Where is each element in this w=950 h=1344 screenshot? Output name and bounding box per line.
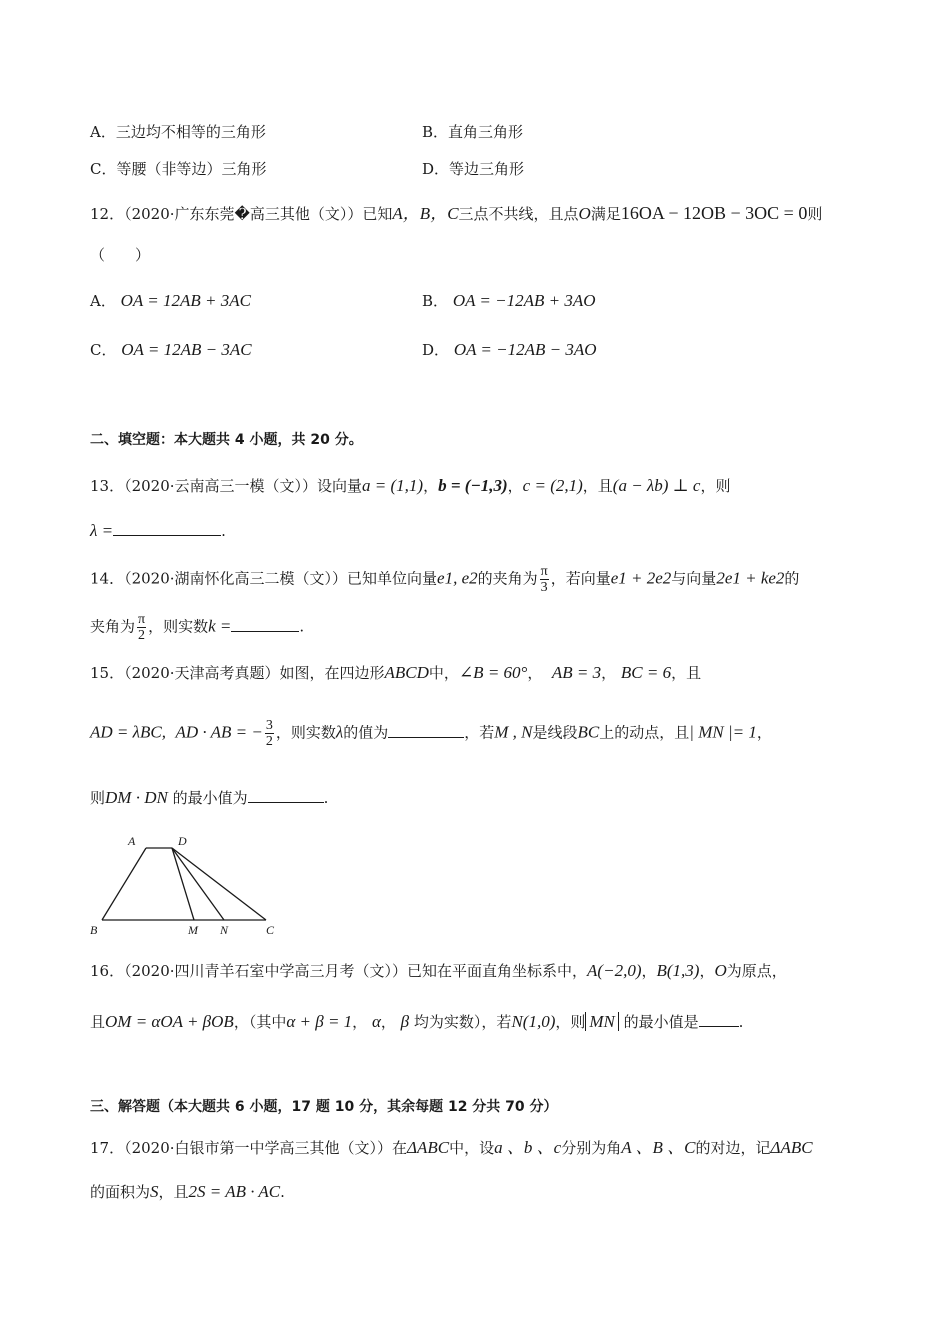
q17-sides: a 、b 、c: [494, 1138, 562, 1157]
q12-stem: 12．（2020·广东东莞�高三其他（文））已知A，B，C三点不共线，且点O满足16OA − 12OB − 3OC = 0则: [90, 203, 823, 223]
segment-dn: [172, 848, 224, 920]
q15-fraction: $\frac{3}{2}$: [265, 718, 273, 749]
q12-paren: （ ）: [90, 246, 151, 264]
q14-vector-1: e1 + 2e2: [610, 568, 672, 588]
q16-stem: 16．（2020·四川青羊石室中学高三月考（文））已知在平面直角坐标系中，A(−2,0)，B(1,3)，O为原点，: [90, 961, 787, 980]
segment-ab: [102, 848, 146, 920]
q15-answer-blank-2[interactable]: [248, 788, 324, 803]
q11-option-b: B．直角三角形: [422, 123, 524, 141]
q14-unit-vectors: e1, e2: [437, 568, 478, 588]
segment-dm: [172, 848, 194, 920]
q14-angle2-fraction: $\frac{\pi}{2}$: [138, 612, 146, 643]
q12-option-b: B． OA = −12AB + 3AO: [422, 291, 596, 310]
q15-bc: BC = 6: [620, 663, 672, 682]
q16-point-b: B(1,3): [656, 961, 700, 980]
section-heading-fill-in: 二、填空题：本大题共 4 小题，共 20 分。: [90, 432, 363, 448]
label-m: M: [188, 923, 198, 937]
q15-ad-vector: AD = λBC,: [90, 722, 166, 742]
q16-point-a: A(−2,0): [587, 961, 642, 980]
q16-line2: 且OM = αOA + βOB，（其中α + β = 1， α， β 均为实数），若N(1,0)，则 MN 的最小值是 .: [90, 1012, 744, 1031]
q14-vector-2: 2e1 + ke2: [716, 568, 785, 588]
q15-figure: [88, 832, 288, 942]
q13-answer-blank[interactable]: [113, 521, 221, 536]
q13-vector-c: c = (2,1): [522, 476, 583, 495]
q17-angles: A 、B 、C: [621, 1138, 696, 1157]
q15-mn-length: | MN |= 1: [689, 722, 757, 742]
q15-line2: AD = λBC, AD · AB = − $\frac{3}{2}$ ，则实数λ的值为 ，若M , N是线段BC上的动点，且| MN |= 1，: [90, 718, 772, 749]
q12-point-o: O: [578, 204, 591, 223]
q16-answer-blank[interactable]: [699, 1012, 739, 1027]
q15-ab: AB = 3: [551, 663, 602, 682]
q15-dm-dn: DM · DN: [105, 788, 168, 807]
section-heading-answer: 三、解答题（本大题共 6 小题，17 题 10 分，其余每题 12 分共 70 分）: [90, 1099, 558, 1115]
q15-answer-blank-1[interactable]: [388, 723, 464, 738]
label-b: B: [90, 923, 98, 937]
q12-condition: 16OA − 12OB − 3OC = 0: [620, 203, 808, 223]
q12-option-d: D． OA = −12AB − 3AO: [422, 340, 597, 359]
q17-stem: 17．（2020·白银市第一中学高三其他（文））在ΔABC中，设a 、b 、c分别为角A 、B 、C的对边，记ΔABC: [90, 1138, 813, 1157]
label-a: A: [128, 834, 136, 848]
label-d: D: [178, 834, 187, 848]
q11-option-d: D．等边三角形: [422, 160, 525, 178]
q11-option-c: C．等腰（非等边）三角形: [90, 160, 267, 178]
q12-option-a-expr: OA = 12AB + 3AC: [120, 291, 251, 310]
q16-om-vector: OM = αOA + βOB: [105, 1012, 234, 1031]
q17-line2: 的面积为S，且2S = AB · AC.: [90, 1182, 285, 1201]
q16-source: 16．（2020·四川青羊石室中学高三月考（文））已知在平面直角坐标系中，: [90, 962, 588, 980]
q15-source: 15．（2020·天津高考真题）如图，在四边形: [90, 664, 385, 682]
q17-triangle: ΔABC: [407, 1138, 450, 1157]
q14-k: k =: [208, 616, 232, 636]
label-n: N: [220, 923, 229, 937]
q15-dot-product: AD · AB = −: [175, 722, 263, 742]
q13-condition: (a − λb) ⊥ c: [612, 476, 701, 495]
q13-answer-line: λ = .: [90, 521, 226, 540]
q13-vector-b: b = (−1,3): [438, 476, 508, 495]
q14-line2: 夹角为 $\frac{\pi}{2}$ ，则实数k = .: [90, 612, 305, 643]
q17-source: 17．（2020·白银市第一中学高三其他（文））在: [90, 1139, 408, 1157]
q16-sum: α + β = 1: [286, 1012, 353, 1031]
q16-mn-abs: MN: [585, 1012, 619, 1031]
q17-area: S: [150, 1182, 159, 1201]
q12-option-b-expr: OA = −12AB + 3AO: [452, 291, 596, 310]
q12-option-d-expr: OA = −12AB − 3AO: [453, 340, 597, 359]
q15-points-mn: M , N: [494, 722, 533, 742]
q15-line3: 则DM · DN 的最小值为 .: [90, 788, 329, 807]
q15-angle-b: ∠B = 60°: [458, 663, 528, 682]
q12-points: A，B，C: [392, 204, 459, 223]
q12-option-c: C． OA = 12AB − 3AC: [90, 340, 252, 359]
q14-answer-blank[interactable]: [231, 617, 299, 632]
q17-condition: 2S = AB · AC: [188, 1182, 281, 1201]
q14-angle-fraction: $\frac{\pi}{3}$: [540, 564, 548, 595]
q16-point-n: N(1,0): [511, 1012, 556, 1031]
segment-dc: [172, 848, 266, 920]
q14-stem: 14．（2020·湖南怀化高三二模（文））已知单位向量e1, e2的夹角为 $\frac{\pi}{3}$ ，若向量e1 + 2e2与向量2e1 + ke2的: [90, 564, 800, 595]
q12-option-a: A． OA = 12AB + 3AC: [90, 291, 251, 310]
q12-source: 12．（2020·广东东莞�高三其他（文））已知: [90, 205, 393, 223]
q13-stem: 13．（2020·云南高三一模（文））设向量a = (1,1)，b = (−1,3)，c = (2,1)，且(a − λb) ⊥ c，则: [90, 476, 731, 495]
q15-quadrilateral: ABCD: [384, 663, 429, 682]
q15-stem: 15．（2020·天津高考真题）如图，在四边形ABCD中，∠B = 60°， AB = 3， BC = 6，且: [90, 663, 702, 682]
q13-source: 13．（2020·云南高三一模（文））设向量: [90, 477, 363, 495]
q11-option-a: A．三边均不相等的三角形: [90, 123, 266, 141]
label-c: C: [266, 923, 275, 937]
q13-vector-a: a = (1,1): [362, 476, 424, 495]
q13-lambda: λ =: [90, 521, 114, 540]
q14-source: 14．（2020·湖南怀化高三二模（文））已知单位向量: [90, 569, 438, 588]
q12-option-c-expr: OA = 12AB − 3AC: [121, 340, 252, 359]
